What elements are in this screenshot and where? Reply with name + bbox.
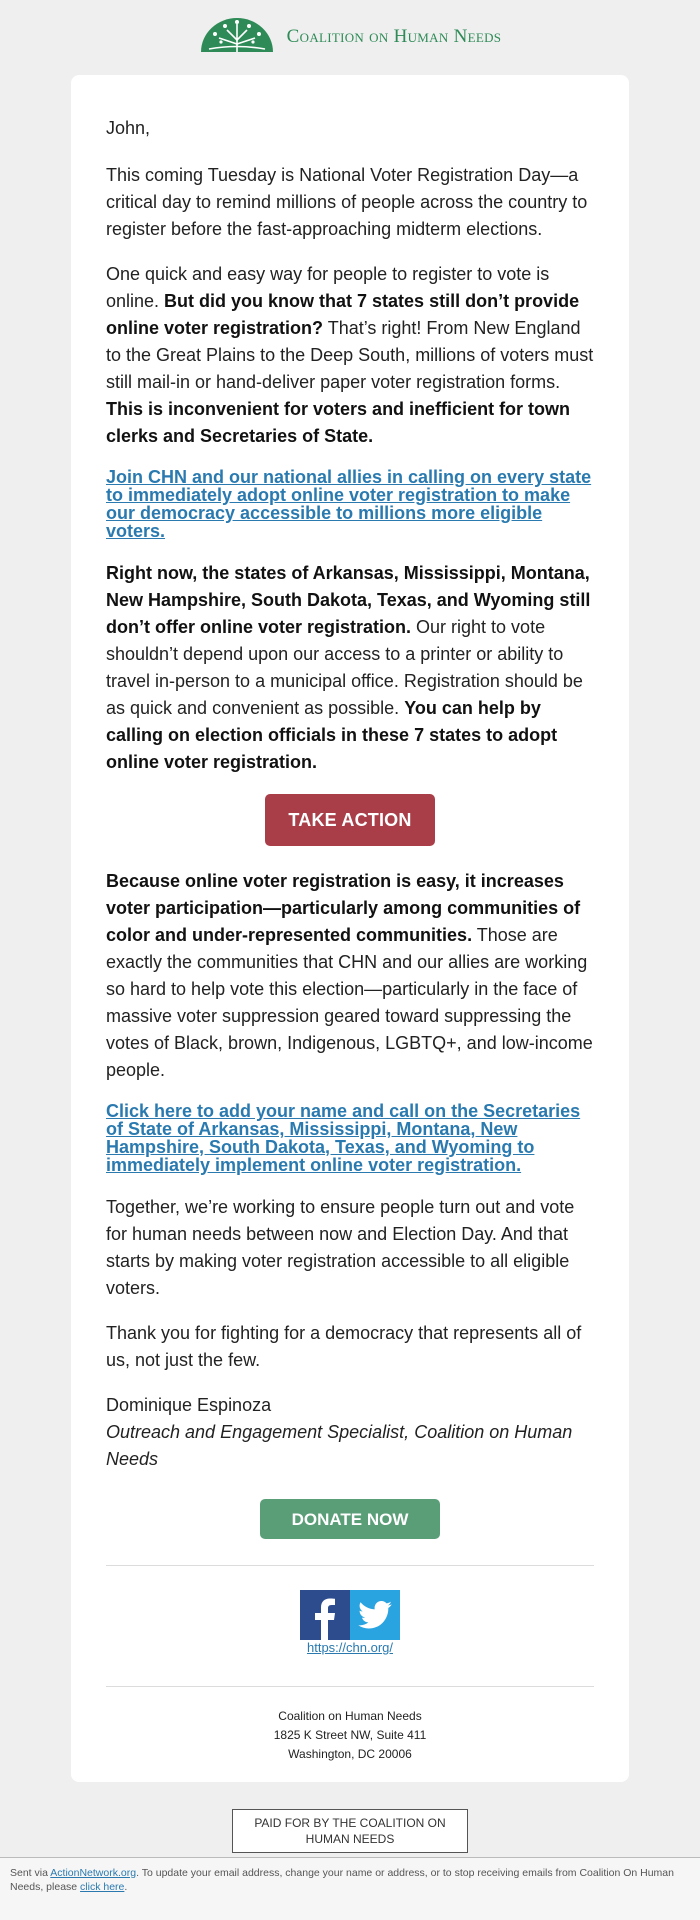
website-link[interactable]: https://chn.org/ [307,1640,393,1655]
text-span: Our right to vote shouldn’t depend upon our access to a printer or ability to travel in-person to a municipal office. Registration should be as quick and convenient as possible. [106,617,583,718]
email-footer [0,1857,700,1920]
mailing-address [71,1707,629,1764]
footer-text: . To update your email address, change your name or address, or to stop receiving emails from Coalition On Human Needs, please [10,1867,674,1893]
unsubscribe-link[interactable]: click here [80,1881,125,1893]
signer-name: Dominique Espinoza [106,1395,272,1415]
bold-text: This is inconvenient for voters and inefficient for town clerks and Secretaries of State. [106,399,571,446]
text-span: Those are exactly the communities that CHN and our allies are working so hard to help vote this election—particularly in the face of massive voter suppression geared toward suppressing the votes of Black, brown, Indigenous, LGBTQ+, and low-income people. [106,925,593,1080]
paragraph-states [106,560,594,776]
paragraph-together: Together, we’re working to ensure people turn out and vote for human needs between now and Election Day. And that starts by making voter registration accessible to all eligible voters. [106,1197,575,1298]
paragraph-thank-you: Thank you for fighting for a democracy that represents all of us, not just the few. [106,1323,582,1370]
email-header [0,0,700,74]
address-line: Washington, DC 20006 [288,1747,412,1761]
bold-text: You can help by calling on election officials in these 7 states to adopt online voter registration. [106,698,558,772]
footer-text: Sent via [10,1867,51,1879]
text-span: One quick and easy way for people to register to vote is online. [106,264,550,311]
join-chn-link[interactable]: Join CHN and our national allies in calling on every state to immediately adopt online voter registration to make our democracy accessible to millions more eligible voters. [106,467,592,541]
donate-now-button[interactable]: DONATE NOW [260,1499,440,1539]
tree-icon [199,16,275,59]
add-your-name-link[interactable]: Click here to add your name and call on the Secretaries of State of Arkansas, Mississippi, Montana, New Hampshire, South Dakota, Texas, and Wyoming to immediately implement online voter registration. [106,1101,581,1175]
social-links [71,1590,629,1640]
text-span: That’s right! From New England to the Great Plains to the Deep South, millions of voters must still mail-in or hand-deliver paper voter registration forms. [106,318,594,392]
actionnetwork-link[interactable]: ActionNetwork.org [50,1867,137,1879]
take-action-button[interactable]: TAKE ACTION [265,794,435,846]
bold-text: But did you know that 7 states still don’t provide online voter registration? [106,291,580,338]
paragraph-online-registration [106,261,594,450]
address-line: 1825 K Street NW, Suite 411 [273,1728,427,1742]
org-name: Coalition on Human Needs [286,26,502,47]
paid-for-disclaimer: PAID FOR BY THE COALITION ON HUMAN NEEDS [232,1809,468,1853]
paragraph-participation [106,868,594,1084]
facebook-icon[interactable] [300,1590,350,1640]
address-line: Coalition on Human Needs [278,1709,422,1723]
footer-text: . [124,1881,128,1893]
signature [106,1392,594,1473]
divider [106,1686,594,1687]
signer-title: Outreach and Engagement Specialist, Coalition on Human Needs [106,1422,573,1469]
email-card [71,75,629,1782]
bold-text: Because online voter registration is easy, it increases voter participation—particularly among communities of color and under-represented communities. [106,871,581,945]
bold-text: Right now, the states of Arkansas, Mississippi, Montana, New Hampshire, South Dakota, Texas, and Wyoming still don’t offer online voter registration. [106,563,591,637]
greeting: John, [106,118,151,138]
paragraph-intro: This coming Tuesday is National Voter Registration Day—a critical day to remind millions of people across the country to register before the fast-approaching midterm elections. [106,165,588,239]
email-body [71,75,629,1539]
divider [106,1565,594,1566]
twitter-icon[interactable] [350,1590,400,1640]
org-logo[interactable] [199,16,502,59]
